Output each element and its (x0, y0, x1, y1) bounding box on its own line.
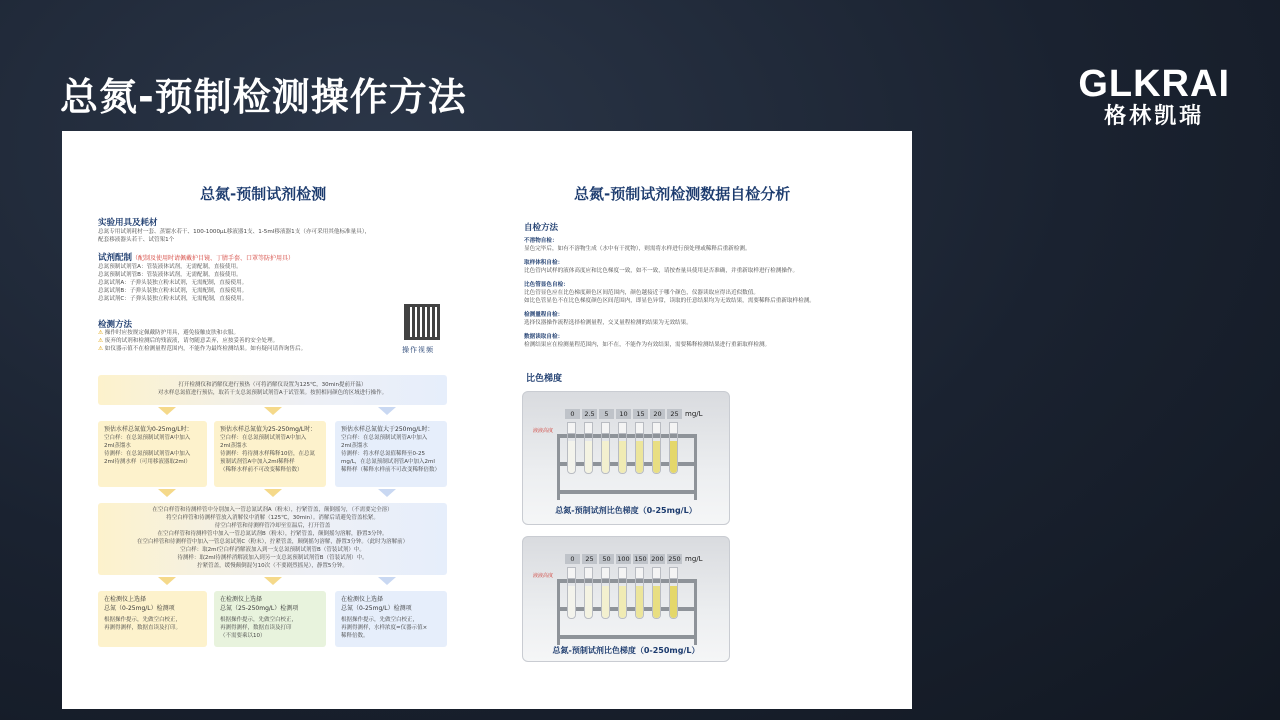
tube-liquid (585, 586, 592, 618)
supplies-line: 配套移液器头若干、试管架1个 (98, 237, 175, 243)
test-tube (618, 422, 627, 474)
tube-liquid (568, 441, 575, 473)
rack-leg (694, 434, 697, 500)
flow-arrow (158, 407, 176, 415)
tube-liquid (602, 441, 609, 473)
step2-box-mid (214, 421, 326, 487)
selfcheck-line: 比色管显色应在比色梯度颜色区间范围内，颜色越接近于哪个颜色，仪器读取应得出近似数值。 (524, 290, 759, 296)
step4-line: 根据操作提示，先做空白校正， (104, 617, 182, 623)
scale-value: 2.5 (582, 409, 597, 419)
test-tube (635, 422, 644, 474)
warning-icon: ⚠ (98, 338, 105, 344)
selfcheck-item-head: 比色管显色自检： (524, 282, 569, 288)
step4-sub: 总氮（0-25mg/L）检测项 (341, 605, 412, 612)
scale-value: 10 (616, 409, 631, 419)
step4-head: 在检测仪上选择 (341, 596, 384, 603)
tube-cap (567, 567, 576, 579)
tube-liquid (585, 441, 592, 473)
step2-line: 预制试剂管A中加入2ml稀释样 (220, 459, 295, 465)
method-line (98, 337, 306, 345)
step4-line: 根据操作提示，先做空白校正， (220, 617, 298, 623)
reagent-line: 总氮预制试剂管A：管装液体试剂，无需配制，直接使用。 (98, 264, 242, 270)
scale-value: 250 (668, 555, 681, 563)
step4-line: 根据操作提示，先做空白校正， (341, 617, 419, 623)
step3-line: 待测样：取2ml待测样消解液加入到另一支总氮预制试剂管B（管装试剂）中。 (177, 555, 368, 561)
step4-box-low (98, 591, 207, 647)
selfcheck-line: 比色管内试样的液体高度应和比色梯度一致，如不一致，请按查量具使用是否准确，并重新取样进行检测操作。 (524, 268, 799, 274)
rack-bar (557, 490, 697, 494)
method-line-text: 废弃的试剂和检测后的残液液，请勿随意丢弃，应按妥善的安全处理。 (104, 338, 279, 344)
logo-mark: GLKRAI (1078, 63, 1230, 105)
test-tube (635, 567, 644, 619)
flow-arrow (264, 577, 282, 585)
method-line-text: 操作时应按规定佩戴防护用具，避免接触皮肤和衣服。 (104, 330, 240, 336)
supplies-text (98, 228, 370, 244)
test-tube (584, 567, 593, 619)
tube-cap (635, 567, 644, 579)
step4-box-high (335, 591, 447, 647)
tube-cap (567, 422, 576, 434)
step4-line: （不需要乘以10） (220, 633, 266, 639)
step3-line: 在空白样管和待测样管中加入一管总氮试剂B（粉末），拧紧管盖，颠倒摇匀溶解，静置3分钟。 (157, 531, 388, 537)
scale-value: 25 (582, 554, 597, 564)
test-tube (567, 422, 576, 474)
selfcheck-line: 如比色管显色不在比色梯度颜色区间范围内，即显色异常，读取的任意结果均为无效结果，需要稀释后重新取样检测。 (524, 298, 815, 304)
scale-value: 5 (599, 409, 614, 419)
scale-value: 20 (650, 409, 665, 419)
step2-box-low (98, 421, 207, 487)
flow-arrow (378, 407, 396, 415)
flow-arrow (378, 489, 396, 497)
step2-line: 空白样：在总氮预制试剂管A中加入 (104, 435, 191, 441)
method-line-text: 如仪器示值不在检测量程范围内，不能作为最终检测结果。如有疑问请咨询售后。 (104, 346, 307, 352)
tube-cap (584, 422, 593, 434)
gradient-caption-high: 总氮-预制试剂比色梯度（0-250mg/L） (552, 646, 700, 655)
scale-value: 100 (617, 555, 630, 563)
step1-line: 打开检测仪和消解仪进行预热（可将消解仪设置为125℃，30min提前开温） (178, 382, 367, 388)
scale-value: 25 (667, 409, 682, 419)
color-gradient-photo-high (522, 536, 730, 662)
step2-line: 待测样：在总氮预制试剂管A中加入 (104, 451, 191, 457)
right-title: 总氮-预制试剂检测数据自检分析 (574, 185, 791, 203)
step4-box-mid (214, 591, 326, 647)
step2-line: 2ml蒸馏水 (104, 443, 131, 449)
reagents-heading-text: 试剂配制 (98, 253, 133, 263)
reagent-line: 总氮预制试剂管B：管装液体试剂，无需配制，直接使用。 (98, 272, 242, 278)
step1-line: 对水样总氮值进行预估，取若干支总氮预制试剂管A于试管架。按照相同颜色的区域进行操作。 (157, 390, 388, 396)
selfcheck-line: 检测结果应在检测量程范围内，如不在，不能作为有效结果，需要稀释检测结果进行重新取样检测。 (524, 342, 771, 348)
rack-leg (557, 434, 560, 500)
step2-line: 2ml蒸馏水 (341, 443, 368, 449)
tube-cap (669, 422, 678, 434)
step2-line: mg/L，在总氮预制试剂管A中加入2ml (341, 459, 435, 465)
step2-box-high (335, 421, 447, 487)
tube-cap (652, 422, 661, 434)
step4-line: 再测得测样，水样浓度=仪器示值× (341, 625, 428, 631)
left-title: 总氮-预制试剂检测 (200, 185, 327, 203)
step2-line: 空白样：在总氮预制试剂管A中加入 (341, 435, 428, 441)
supplies-line: 总氮专用试剂耗材一套、蒸馏水若干、100-1000μL移液器1支、1-5ml移液器1支（亦可采用其他标准量具）， (98, 229, 371, 235)
step4-sub: 总氮（25-250mg/L）检测项 (220, 605, 299, 612)
step2-line: 待测样：将待测水样稀释10倍，在总氮 (220, 451, 315, 457)
step3-line: 拧紧管盖，缓慢颠倒混匀10次（不要剧烈摇晃），静置5分钟。 (197, 563, 348, 569)
test-tube (669, 567, 678, 619)
test-tube (567, 567, 576, 619)
gradient-scale (565, 554, 682, 564)
warning-icon: ⚠ (98, 346, 105, 352)
tube-cap (652, 567, 661, 579)
tube-liquid (636, 441, 643, 473)
tube-cap (618, 422, 627, 434)
test-tube (652, 567, 661, 619)
tube-liquid (653, 586, 660, 618)
scale-value: 50 (599, 554, 614, 564)
warning-icon: ⚠ (98, 330, 105, 336)
tube-liquid (602, 586, 609, 618)
document-sheet (62, 131, 912, 709)
qr-label: 操作视频 (402, 346, 434, 354)
method-line (98, 329, 306, 337)
step3-line: 将空白样管和待测样管放入消解仪中消解（125℃，30min）。消解后请避免管盖松紧。 (166, 515, 379, 521)
test-tube (601, 422, 610, 474)
tube-liquid (619, 586, 626, 618)
step3-line: 在空白样管和待测样管中分别加入一管总氮试剂A（粉末），拧紧管盖，颠倒摇匀，（不需要完全溶） (152, 507, 393, 513)
step2-head: 预估水样总氮值为25-250mg/L时： (220, 426, 317, 433)
flow-arrow (158, 577, 176, 585)
flow-arrow (264, 489, 282, 497)
liquid-level-tag: 液液高度 (533, 428, 554, 434)
tube-liquid (670, 586, 677, 618)
test-tube (601, 567, 610, 619)
step2-head: 预估水样总氮值大于250mg/L时： (341, 426, 434, 433)
tube-liquid (636, 586, 643, 618)
step1-box (98, 375, 447, 405)
flow-arrow (158, 489, 176, 497)
rack-bar (557, 635, 697, 639)
step3-box (98, 503, 447, 575)
scale-value: 200 (651, 555, 664, 563)
rack-leg (557, 579, 560, 645)
selfcheck-item-head: 不溶物自检： (524, 238, 558, 244)
selfcheck-item-head: 取样体积自检： (524, 260, 564, 266)
tube-cap (635, 422, 644, 434)
tube-liquid (619, 441, 626, 473)
reagents-heading (98, 251, 294, 263)
reagent-line: 总氮试剂C：子弹头装独立粉末试剂，无需配制，直接使用。 (98, 296, 248, 302)
gradient-heading: 比色梯度 (526, 374, 563, 384)
method-heading: 检测方法 (98, 320, 133, 330)
step4-line: 再测得测样，数据直读及打印 (220, 625, 292, 631)
flow-arrow (378, 577, 396, 585)
selfcheck-line: 选择仪器操作流程选择检测量程，交叉量程检测的结果为无效结果。 (524, 320, 692, 326)
tube-cap (601, 422, 610, 434)
step2-head: 预估水样总氮值为0-25mg/L时： (104, 426, 193, 433)
selfcheck-line: 显色完毕后，如有不溶物生成（水中有干扰物），则需将水样进行预处理或稀释后重新检测。 (524, 246, 751, 252)
step3-line: 待空白样管和待测样管冷却至室温后，打开管盖 (214, 523, 331, 529)
scale-value: 0 (565, 554, 580, 564)
step2-line: 空白样：在总氮预制试剂管A中加入 (220, 435, 307, 441)
slide-title: 总氮-预制检测操作方法 (60, 75, 467, 119)
gradient-scale (565, 409, 682, 419)
tube-liquid (653, 441, 660, 473)
gradient-unit: mg/L (685, 555, 703, 563)
reagents-safety-note: （配制及使用时请佩戴护目镜、丁腈手套、口罩等防护用具） (132, 255, 295, 262)
step2-line: 待测样：将水样总氮值稀释至0-25 (341, 451, 425, 457)
logo-name: 格林凯瑞 (1104, 104, 1205, 129)
test-tube (584, 422, 593, 474)
selfcheck-item-head: 数据读取自检： (524, 334, 564, 340)
flow-arrow (264, 407, 282, 415)
step2-line: 2ml待测水样（可用移液器取2ml） (104, 459, 191, 465)
step2-line: 2ml蒸馏水 (220, 443, 247, 449)
step2-line: （稀释水样前不可改变稀释倍数） (220, 467, 303, 473)
reagent-line: 总氮试剂B：子弹头装独立粉末试剂，无需配制，直接使用。 (98, 288, 248, 294)
tube-cap (584, 567, 593, 579)
gradient-unit: mg/L (685, 410, 703, 418)
scale-value: 0 (565, 409, 580, 419)
tube-cap (618, 567, 627, 579)
tube-liquid (670, 441, 677, 473)
step4-line: 稀释倍数。 (341, 633, 369, 639)
tube-cap (669, 567, 678, 579)
tube-liquid (568, 586, 575, 618)
test-tube (669, 422, 678, 474)
test-tube (652, 422, 661, 474)
selfcheck-item-head: 检测量程自检： (524, 312, 564, 318)
method-text (98, 329, 306, 353)
tube-cap (601, 567, 610, 579)
method-line (98, 345, 306, 353)
step2-line: 稀释样（稀释水样前不可改变稀释倍数） (341, 467, 441, 473)
step4-head: 在检测仪上选择 (104, 596, 147, 603)
brand-logo (1078, 64, 1230, 130)
supplies-heading: 实验用具及耗材 (98, 218, 158, 228)
test-tube (618, 567, 627, 619)
qr-code[interactable] (404, 304, 440, 340)
reagent-line: 总氮试剂A：子弹头装独立粉末试剂，无需配制，直接使用。 (98, 280, 248, 286)
rack-leg (694, 579, 697, 645)
scale-value: 15 (633, 409, 648, 419)
gradient-caption-low: 总氮-预制试剂比色梯度（0-25mg/L） (555, 506, 697, 515)
selfcheck-text (524, 237, 815, 349)
step3-line: 在空白样管和待测样管中加入一管总氮试剂C（粉末），拧紧管盖，颠倒摇匀溶解，静置3分钟。（此时为溶解前） (136, 539, 409, 545)
selfcheck-heading: 自检方法 (524, 223, 559, 233)
step4-line: 再测得测样，数据直读及打印。 (104, 625, 182, 631)
scale-value: 150 (634, 555, 647, 563)
reagents-text (98, 263, 247, 303)
liquid-level-tag: 液液高度 (533, 573, 554, 579)
step4-head: 在检测仪上选择 (220, 596, 263, 603)
step4-sub: 总氮（0-25mg/L）检测项 (104, 605, 175, 612)
step3-line: 空白样：取2ml空白样消解液加入到一支总氮预制试剂管B（管装试剂）中。 (180, 547, 365, 553)
